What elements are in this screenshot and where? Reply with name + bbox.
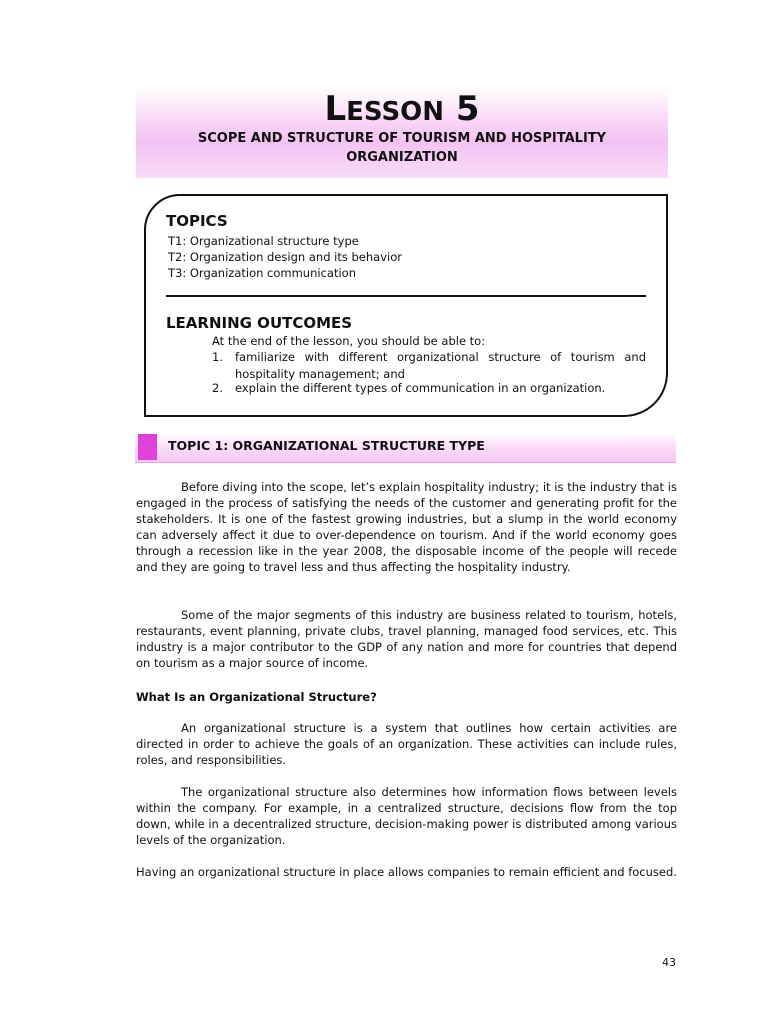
lesson-title-rest: ESSON (346, 97, 445, 127)
topic-item: T3: Organization communication (168, 266, 356, 280)
topic-accent-marker (138, 434, 157, 460)
lesson-number: 5 (455, 89, 480, 129)
lesson-subtitle (136, 129, 668, 167)
lesson-subtitle-line2: ORGANIZATION (346, 150, 458, 165)
section-heading: What Is an Organizational Structure? (136, 690, 377, 704)
topic-item: T1: Organizational structure type (168, 234, 359, 248)
topic-item: T2: Organization design and its behavior (168, 250, 402, 264)
topics-outcomes-box (144, 194, 668, 417)
lesson-title-initial: L (324, 89, 347, 129)
lesson-subtitle-line1: SCOPE AND STRUCTURE OF TOURISM AND HOSPITALITY (197, 131, 607, 146)
body-paragraph: Some of the major segments of this industry are business related to tourism, hotels, restaurants, event planning, private clubs, travel planning, managed food services, etc. This industry is a major contributor to the GDP of any nation and more for countries that depend on tourism as a major source of income. (136, 608, 677, 670)
outcome-text: explain the different types of communication in an organization. (235, 381, 606, 395)
body-paragraph: Having an organizational structure in place allows companies to remain efficient and focused. (136, 865, 677, 879)
page-number: 43 (662, 956, 676, 969)
topics-heading: TOPICS (166, 212, 228, 230)
outcomes-intro: At the end of the lesson, you should be able to: (212, 334, 486, 348)
body-paragraph: The organizational structure also determines how information flows between levels within the company. For example, in a centralized structure, decisions flow from the top down, while in a decentralized structure, decision-making power is distributed among various levels of the organization. (136, 785, 677, 847)
outcome-text: familiarize with different organizational structure of tourism and hospitality management; and (235, 350, 646, 381)
lesson-header-banner (136, 88, 668, 178)
outcome-number: 2. (212, 381, 223, 395)
body-paragraph: An organizational structure is a system that outlines how certain activities are directed in order to achieve the goals of an organization. These activities can include rules, roles, and responsibilities. (136, 721, 677, 767)
section-divider (166, 295, 646, 297)
topic1-heading-bar (135, 432, 676, 463)
lesson-title (136, 90, 668, 131)
learning-outcomes-heading: LEARNING OUTCOMES (166, 314, 353, 332)
body-paragraph: Before diving into the scope, let’s explain hospitality industry; it is the industry that is engaged in the process of satisfying the needs of the customer and generating profit for the stakeholders. It is one of the fastest growing industries, but a slump in the world economy can adversely affect it due to over-dependence on tourism. And if the world economy goes through a recession like in the year 2008, the disposable income of the people will recede and they are going to travel less and thus affecting the hospitality industry. (136, 480, 677, 574)
topic1-title: TOPIC 1: ORGANIZATIONAL STRUCTURE TYPE (168, 438, 485, 453)
outcome-number: 1. (212, 350, 223, 364)
